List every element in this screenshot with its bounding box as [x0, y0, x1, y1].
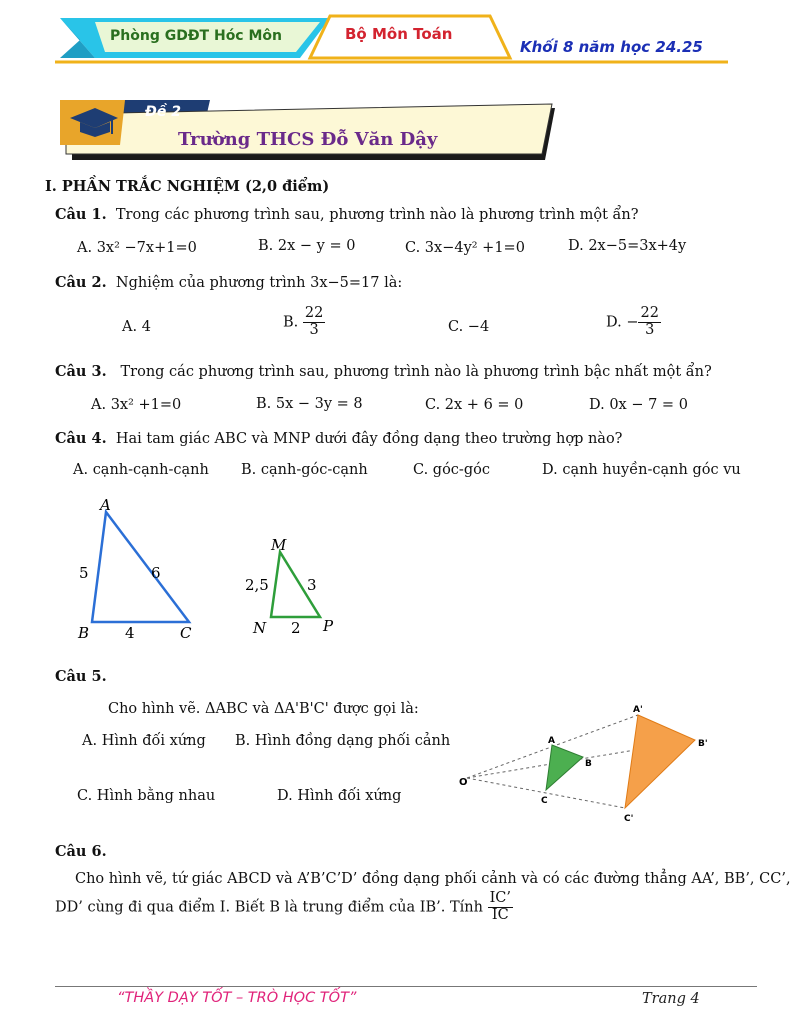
option-d — [606, 306, 661, 339]
question-label: Câu 5. — [55, 668, 107, 685]
label-c: C — [180, 624, 192, 642]
footer-slogan: “THẦY DẠY TỐT – TRÒ HỌC TỐT” — [117, 990, 357, 1006]
question-label: Câu 6. — [55, 843, 107, 860]
option-b: B. 2x − y = 0 — [258, 238, 356, 254]
label-p: P — [323, 617, 334, 635]
label-b-prime: B' — [698, 739, 708, 749]
label-a: A — [100, 496, 111, 514]
fraction-denominator: IC — [491, 906, 509, 923]
question-6 — [55, 843, 107, 860]
fraction-numerator: 22 — [640, 305, 659, 321]
school-name: Trường THCS Đỗ Văn Dậy — [178, 129, 438, 150]
option-d: D. 2x−5=3x+4y — [568, 238, 687, 254]
triangles-figure — [70, 490, 360, 650]
option-b: B. cạnh-góc-cạnh — [241, 462, 368, 478]
question-1 — [55, 206, 639, 223]
question-5 — [55, 668, 107, 685]
option-a: A. 3x² −7x+1=0 — [77, 240, 197, 256]
question-text: Trong các phương trình sau, phương trình nào là phương trình bậc nhất một ẩn? — [120, 364, 712, 380]
question-label: Câu 1. — [55, 206, 107, 223]
question-5-text: Cho hình vẽ. ΔABC và ΔA'B'C' được gọi là: — [108, 701, 419, 717]
fraction-numerator: 22 — [304, 305, 324, 321]
side-bc-length: 4 — [125, 624, 135, 642]
side-ab-length: 5 — [79, 564, 89, 582]
question-label: Câu 4. — [55, 430, 107, 447]
triangle-abc-large — [625, 715, 695, 808]
question-3 — [55, 363, 712, 380]
option-c: C. 2x + 6 = 0 — [425, 397, 524, 413]
label-c-prime: C' — [624, 814, 634, 824]
option-a: A. Hình đối xứng — [82, 733, 206, 749]
label-c: C — [541, 796, 548, 806]
option-b: B. 5x − 3y = 8 — [256, 396, 363, 412]
grade-year: Khối 8 năm học 24.25 — [520, 38, 703, 56]
option-c: C. 3x−4y² +1=0 — [405, 240, 525, 256]
question-text: Hai tam giác ABC và MNP dưới đây đồng dạng theo trường hợp nào? — [115, 431, 623, 447]
question-2 — [55, 274, 402, 291]
option-d: D. cạnh huyền-cạnh góc vu — [542, 462, 741, 478]
option-c: C. Hình bằng nhau — [77, 788, 216, 804]
question-label: Câu 3. — [55, 363, 107, 380]
side-np-length: 2 — [291, 619, 301, 637]
fraction — [488, 891, 513, 924]
fraction-denominator: 3 — [645, 321, 655, 338]
label-m: M — [271, 536, 287, 554]
triangle-abc — [92, 512, 189, 622]
section-title: I. PHẦN TRẮC NGHIỆM (2,0 điểm) — [45, 178, 330, 195]
option-d: D. Hình đối xứng — [277, 788, 402, 804]
fraction-denominator: 3 — [309, 321, 319, 338]
option-b: B. Hình đồng dạng phối cảnh — [235, 733, 451, 749]
side-mp-length: 3 — [307, 576, 317, 594]
label-a: A — [548, 736, 555, 746]
option-c: C. góc-góc — [413, 462, 490, 478]
question-6-text-line-2 — [55, 891, 513, 924]
footer-divider — [55, 986, 757, 987]
option-a: A. 3x² +1=0 — [91, 397, 182, 413]
triangle-abc-small — [546, 745, 583, 790]
option-b — [283, 306, 325, 339]
question-label: Câu 2. — [55, 274, 107, 291]
option-c: C. −4 — [448, 319, 490, 335]
option-letter: B. — [283, 314, 299, 331]
question-4 — [55, 430, 622, 447]
question-6-text-line-1: Cho hình vẽ, tứ giác ABCD và A’B’C’D’ đồng dạng phối cảnh và có các đường thẳng AA’, BB’, CC’, — [75, 871, 791, 887]
label-b: B — [78, 624, 90, 642]
option-a: A. cạnh-cạnh-cạnh — [73, 462, 209, 478]
side-ac-length: 6 — [151, 564, 161, 582]
department-name: Phòng GDĐT Hóc Môn — [110, 28, 282, 44]
homothety-figure — [455, 700, 715, 825]
question-text: DD’ cùng đi qua điểm I. Biết B là trung điểm của IB’. Tính — [55, 899, 483, 916]
option-a: A. 4 — [122, 319, 151, 335]
fraction — [303, 306, 325, 339]
side-mn-length: 2,5 — [245, 576, 269, 594]
label-o: O — [459, 777, 468, 788]
fraction-numerator: IC’ — [489, 890, 511, 906]
question-text: Trong các phương trình sau, phương trình nào là phương trình một ẩn? — [115, 207, 639, 223]
label-b: B — [585, 759, 592, 769]
fraction — [638, 306, 660, 339]
option-letter: D. − — [606, 314, 639, 331]
option-d: D. 0x − 7 = 0 — [589, 397, 688, 413]
question-text: Nghiệm của phương trình 3x−5=17 là: — [115, 275, 403, 291]
label-n: N — [253, 619, 267, 637]
label-a-prime: A' — [633, 705, 643, 715]
exam-number: Đề 2 — [145, 104, 181, 120]
subject-name: Bộ Môn Toán — [345, 25, 453, 43]
page-number: Trang 4 — [642, 991, 700, 1007]
